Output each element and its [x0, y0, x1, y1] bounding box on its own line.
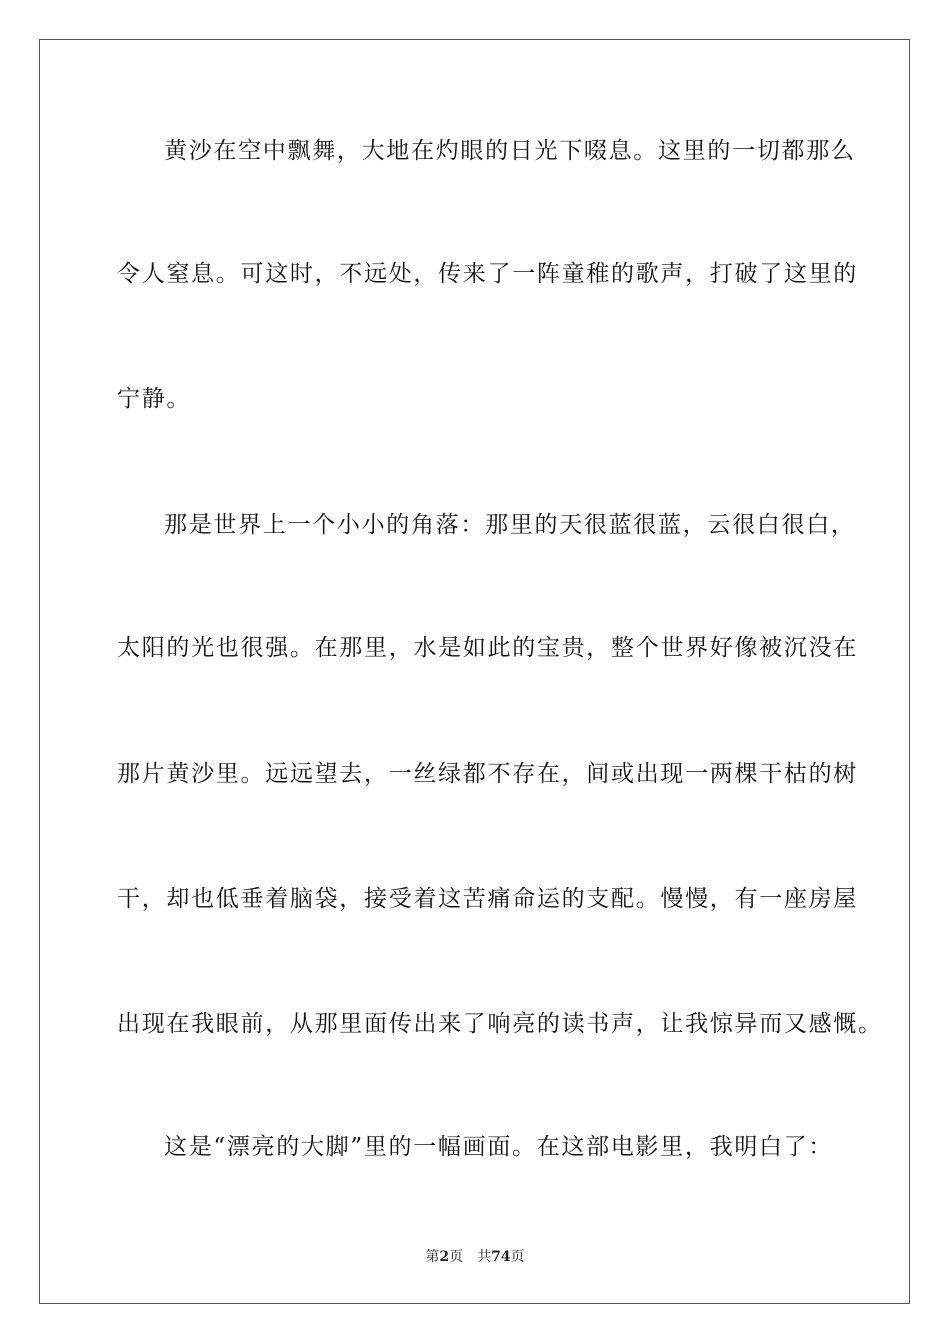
page-footer [0, 1247, 950, 1267]
total-suffix: 页 [510, 1249, 525, 1265]
total-pages: 74 [491, 1249, 511, 1265]
page-border [39, 39, 910, 1304]
total-prefix: 共 [477, 1249, 492, 1265]
page-suffix: 页 [449, 1249, 464, 1265]
paragraph-line: 黄沙在空中飘舞，大地在灼眼的日光下啜息。这里的一切都那么 [164, 138, 856, 164]
page-number: 2 [439, 1249, 450, 1265]
paragraph-line: 太阳的光也很强。在那里，水是如此的宝贵，整个世界好像被沉没在 [117, 635, 858, 661]
paragraph-line: 这是“漂亮的大脚”里的一幅画面。在这部电影里，我明白了： [164, 1134, 834, 1160]
paragraph-line: 干，却也低垂着脑袋，接受着这苦痛命运的支配。慢慢，有一座房屋 [117, 886, 858, 912]
paragraph-line: 那片黄沙里。远远望去，一丝绿都不存在，间或出现一两棵干枯的树 [117, 761, 858, 787]
paragraph-line: 出现在我眼前，从那里面传出来了响亮的读书声，让我惊异而又感慨。 [117, 1011, 883, 1037]
paragraph-line: 那是世界上一个小小的角落：那里的天很蓝很蓝，云很白很白， [164, 512, 856, 538]
paragraph-line: 宁静。 [117, 386, 192, 412]
page-prefix: 第 [425, 1249, 440, 1265]
paragraph-line: 令人窒息。可这时，不远处，传来了一阵童稚的歌声，打破了这里的 [117, 261, 858, 287]
